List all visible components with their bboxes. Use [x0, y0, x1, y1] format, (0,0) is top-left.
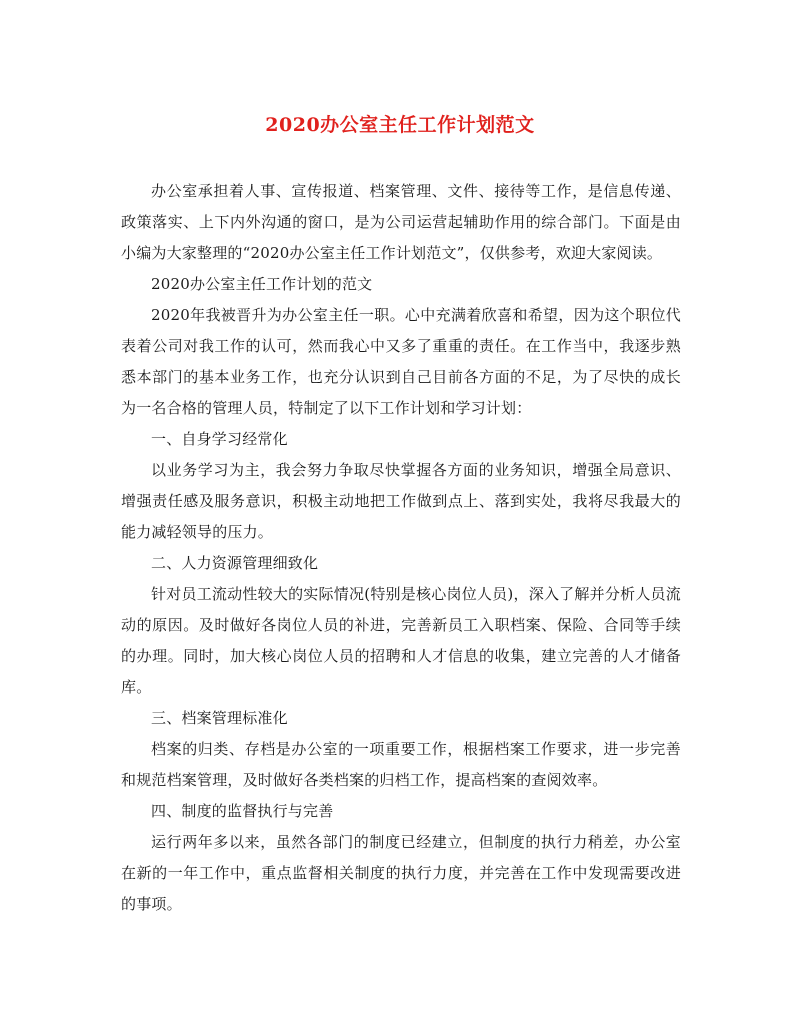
document-body [121, 176, 681, 920]
section-heading: 三、档案管理标准化 [151, 709, 288, 727]
section-heading: 四、制度的监督执行与完善 [151, 802, 334, 820]
intro-paragraph: 办公室承担着人事、宣传报道、档案管理、文件、接待等工作，是信息传递、 政策落实、上下内外沟通的窗口，是为公司运营起辅助作用的综合部门。下面是由小编为大家整理的“2020办公室主任工作计划范文”，仅供参考，欢迎大家阅读。 [121, 182, 681, 262]
body-paragraph: 2020年我被晋升为办公室主任一职。心中充满着欣喜和希望，因为这个职位代表着公司对我工作的认可，然而我心中又多了重重的责任。在工作当中，我逐步熟悉本部门的基本业务工作，也充分认识到自己目前各方面的不足，为了尽快的成长为一名合格的管理人员，特制定了以下工作计划和学习计划： [121, 306, 681, 417]
section-heading: 一、自身学习经常化 [151, 430, 288, 448]
body-paragraph: 以业务学习为主，我会努力争取尽快掌握各方面的业务知识，增强全局意识、增强责任感及服务意识，积极主动地把工作做到点上、落到实处，我将尽我最大的能力减轻领导的压力。 [121, 461, 681, 541]
section-heading: 二、人力资源管理细致化 [151, 554, 319, 572]
body-paragraph: 档案的归类、存档是办公室的一项重要工作，根据档案工作要求，进一步完善和规范档案管理，及时做好各类档案的归档工作，提高档案的查阅效率。 [121, 740, 681, 789]
subtitle-paragraph: 2020办公室主任工作计划的范文 [151, 275, 373, 293]
document-title: 2020办公室主任工作计划范文 [265, 114, 535, 136]
body-paragraph: 针对员工流动性较大的实际情况(特别是核心岗位人员)，深入了解并分析人员流动的原因。及时做好各岗位人员的补进，完善新员工入职档案、保险、合同等手续的办理。同时，加大核心岗位人员的招聘和人才信息的收集，建立完善的人才储备库。 [121, 585, 681, 696]
body-paragraph: 运行两年多以来，虽然各部门的制度已经建立，但制度的执行力稍差，办公室在新的一年工作中，重点监督相关制度的执行力度，并完善在工作中发现需要改进的事项。 [121, 833, 681, 913]
